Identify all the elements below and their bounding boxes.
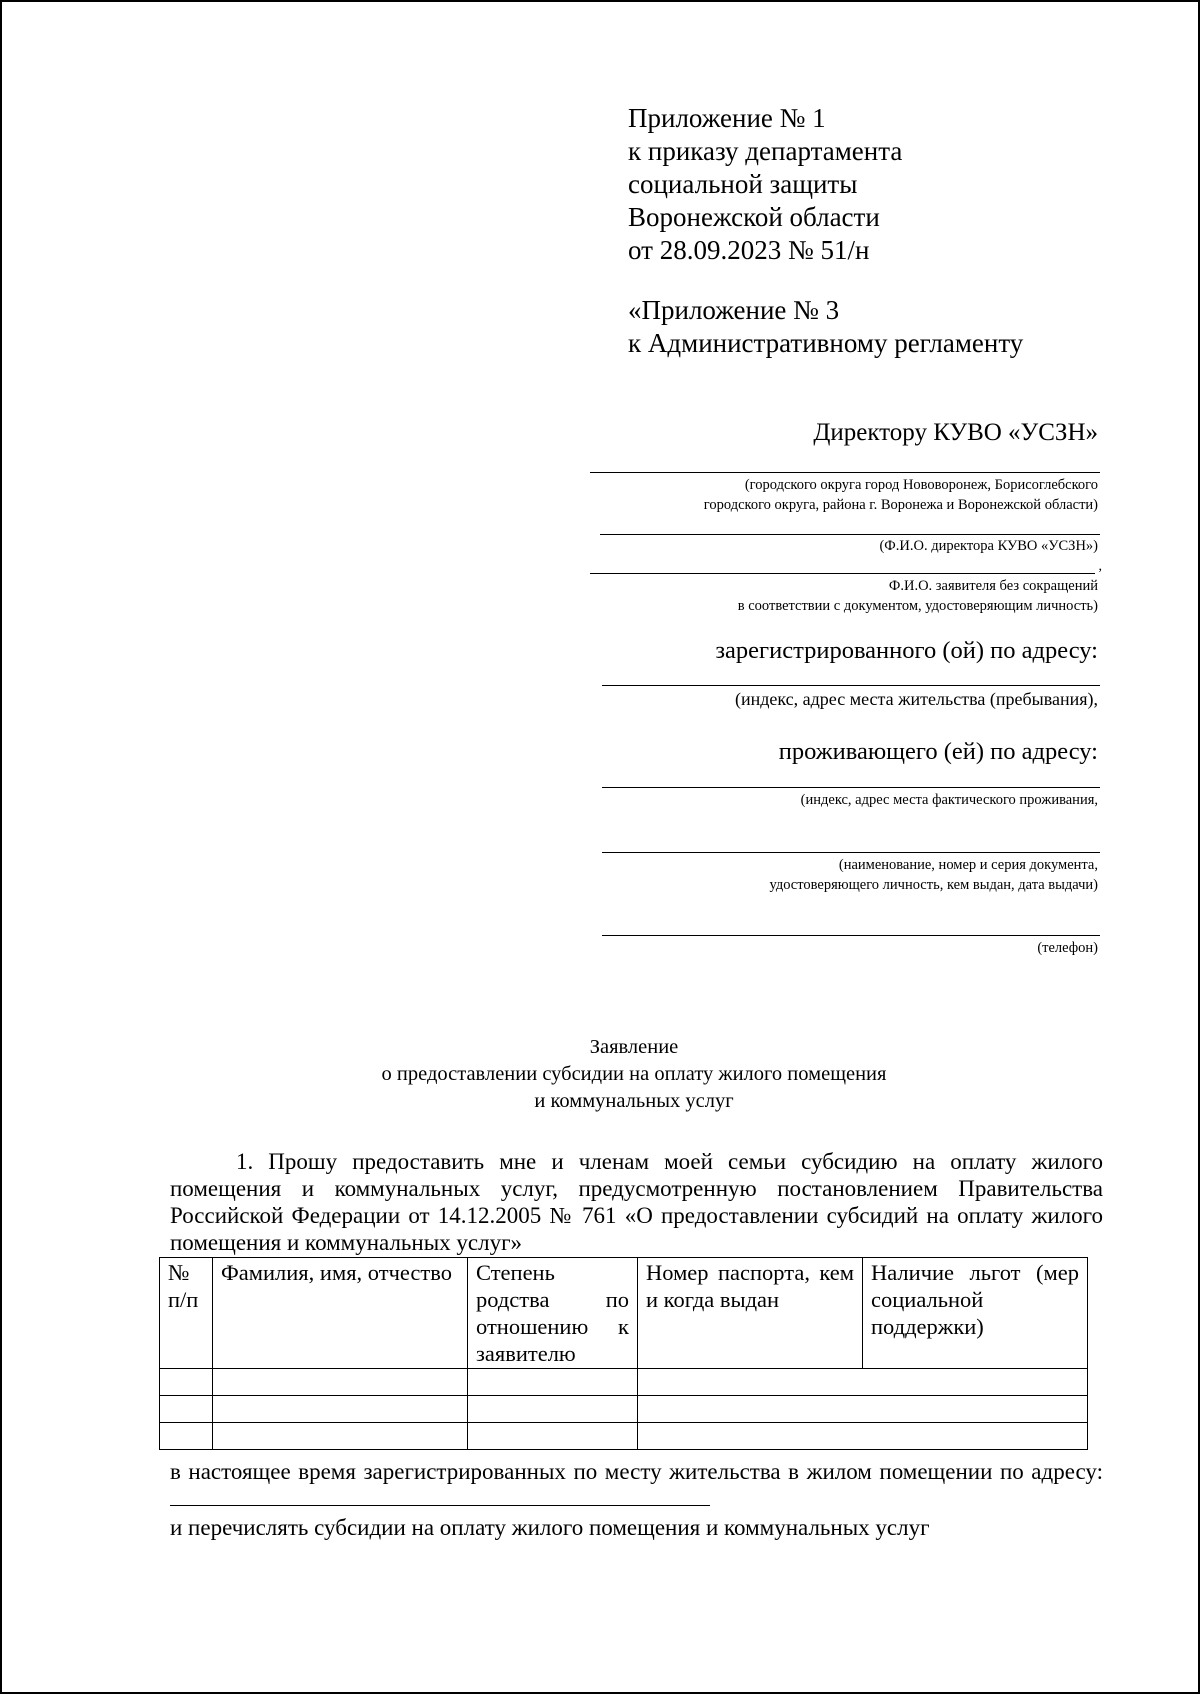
document-hint [769, 855, 1098, 895]
table-row [160, 1396, 1088, 1423]
statement-subtitle: и коммунальных услуг [534, 1090, 734, 1112]
table-cell[interactable] [213, 1423, 468, 1450]
appendix-line: Воронежской области [628, 202, 880, 232]
header-benefits: Наличие льгот (мер социальной поддержки) [863, 1258, 1088, 1369]
applicant-name-hint [738, 576, 1098, 616]
header-full-name: Фамилия, имя, отчество [213, 1258, 468, 1369]
header-relationship: Степень родства по отношению к заявителю [468, 1258, 638, 1369]
header-number: № п/п [160, 1258, 213, 1369]
hint-line: городского округа, района г. Воронежа и Воронежской области) [703, 497, 1098, 513]
request-paragraph [170, 1148, 1103, 1256]
hint-line: (наименование, номер и серия документа, [838, 857, 1098, 873]
living-address-label: проживающего (ей) по адресу: [778, 738, 1098, 765]
registered-address-field-line [602, 685, 1100, 686]
district-hint [704, 475, 1098, 515]
table-header-row [160, 1258, 1088, 1369]
appendix-line: к Административному регламенту [628, 328, 1024, 358]
district-field-line [590, 472, 1100, 473]
appendix-header [628, 102, 902, 267]
living-address-hint: (индекс, адрес места фактического проживания, [800, 792, 1098, 808]
table-cell[interactable] [638, 1369, 1088, 1396]
table-cell[interactable] [468, 1423, 638, 1450]
registration-address-paragraph [170, 1458, 1103, 1512]
statement-title-block [2, 1034, 1200, 1115]
appendix-line: от 28.09.2023 № 51/н [628, 235, 870, 265]
hint-line: Ф.И.О. заявителя без сокращений [888, 578, 1098, 594]
appendix-line: к приказу департамента [628, 136, 903, 166]
header-passport: Номер паспорта, кем и когда выдан [638, 1258, 863, 1369]
comma-mark: , [1098, 559, 1102, 574]
document-field-line [602, 852, 1100, 853]
applicant-name-field-line [590, 573, 1095, 574]
registration-address-field[interactable] [170, 1485, 710, 1506]
table-cell[interactable] [213, 1396, 468, 1423]
director-heading: Директору КУВО «УСЗН» [813, 419, 1098, 446]
subsidy-transfer-line: и перечислять субсидии на оплату жилого помещения и коммунальных услуг [170, 1515, 930, 1540]
hint-line: удостоверяющего личность, кем выдан, дата выдачи) [769, 877, 1098, 893]
appendix-line: Приложение № 1 [628, 103, 826, 133]
hint-line: в соответствии с документом, удостоверяющим личность) [737, 598, 1098, 614]
appendix-line: социальной защиты [628, 169, 858, 199]
registered-address-label: зарегистрированного (ой) по адресу: [715, 637, 1098, 664]
statement-title: Заявление [589, 1036, 679, 1058]
request-paragraph-text: 1. Прошу предоставить мне и членам моей семьи субсидию на оплату жилого помещения и коммунальных услуг, предусмотренную постановлением Правительства Российской Федерации от 14.12.2005 № 761 «О предоставлении субсидий на оплату жилого помещения и коммунальных услуг» [170, 1149, 1103, 1255]
table-cell[interactable] [160, 1423, 213, 1450]
registered-address-hint: (индекс, адрес места жительства (пребывания), [734, 689, 1098, 709]
table-cell[interactable] [468, 1369, 638, 1396]
table-cell[interactable] [638, 1423, 1088, 1450]
table-cell[interactable] [468, 1396, 638, 1423]
table-row [160, 1423, 1088, 1450]
table-cell[interactable] [160, 1396, 213, 1423]
statement-subtitle: о предоставлении субсидии на оплату жилого помещения [381, 1063, 887, 1085]
family-members-table [159, 1257, 1088, 1450]
table-row [160, 1369, 1088, 1396]
phone-field-line [602, 935, 1100, 936]
hint-line: (городского округа город Нововоронеж, Борисоглебского [744, 477, 1098, 493]
director-name-field-line [600, 534, 1100, 535]
director-name-hint: (Ф.И.О. директора КУВО «УСЗН») [879, 538, 1098, 554]
table-cell[interactable] [160, 1369, 213, 1396]
appendix-line: «Приложение № 3 [628, 295, 840, 325]
registration-address-text: в настоящее время зарегистрированных по месту жительства в жилом помещении по адресу: [170, 1459, 1103, 1484]
appendix-reference [628, 294, 1023, 360]
phone-hint: (телефон) [1037, 940, 1098, 956]
table-cell[interactable] [213, 1369, 468, 1396]
table-cell[interactable] [638, 1396, 1088, 1423]
living-address-field-line [602, 787, 1100, 788]
